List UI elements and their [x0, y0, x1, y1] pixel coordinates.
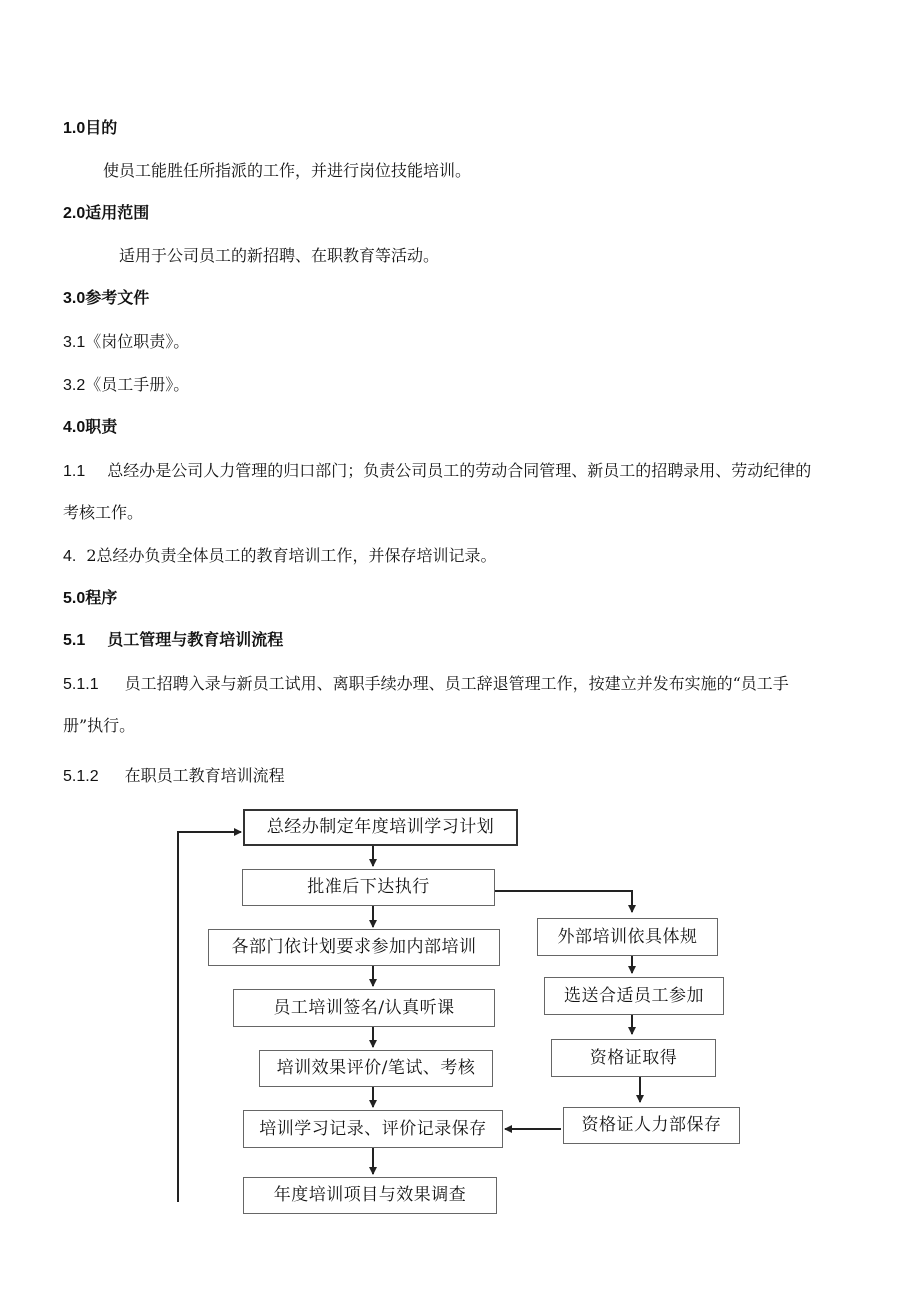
item-text: 2总经办负责全体员工的教育培训工作，并保存培训记录。 [86, 546, 497, 565]
item-text: 《员工手册》。 [85, 375, 190, 394]
flow-step-external-training: 外部培训依具体规 [537, 918, 718, 956]
section-title: 职责 [85, 419, 118, 436]
section-title: 参考文件 [85, 290, 150, 307]
section-title: 适用范围 [85, 205, 150, 222]
item-number: 4. [63, 548, 77, 565]
paragraph-5-1-1-cont: 册”执行。 [63, 716, 136, 735]
section-2-body: 适用于公司员工的新招聘、在职教育等活动。 [119, 246, 440, 265]
flow-step-internal-training: 各部门依计划要求参加内部培训 [208, 929, 500, 966]
item-number: 3.2 [63, 377, 86, 394]
flow-step-select-staff: 选送合适员工参加 [544, 977, 724, 1015]
section-1-body: 使员工能胜任所指派的工作，并进行岗位技能培训。 [103, 161, 472, 180]
flow-step-record-keeping: 培训学习记录、评价记录保存 [243, 1110, 503, 1148]
item-number: 3.1 [63, 334, 86, 351]
flow-step-certificate-storage: 资格证人力部保存 [563, 1107, 740, 1144]
section-number: 2.0 [63, 205, 86, 222]
responsibility-item-1-cont: 考核工作。 [63, 503, 144, 522]
item-text: 总经办是公司人力管理的归口部门；负责公司员工的劳动合同管理、新员工的招聘录用、劳动纪律的 [107, 461, 812, 480]
section-number: 5.1 [63, 632, 86, 649]
item-text: 在职员工教育培训流程 [124, 766, 285, 785]
section-number: 5.0 [63, 590, 86, 607]
flow-step-annual-plan: 总经办制定年度培训学习计划 [243, 809, 518, 846]
section-number: 4.0 [63, 419, 86, 436]
section-number: 3.0 [63, 290, 86, 307]
flow-step-evaluation: 培训效果评价/笔试、考核 [259, 1050, 493, 1087]
flow-step-certificate: 资格证取得 [551, 1039, 716, 1077]
section-title: 程序 [85, 590, 118, 607]
item-text: 《岗位职责》。 [85, 332, 190, 351]
item-number: 5.1.2 [63, 768, 99, 785]
section-number: 1.0 [63, 120, 86, 137]
item-number: 5.1.1 [63, 676, 99, 693]
flow-step-approve: 批准后下达执行 [242, 869, 495, 906]
section-title: 目的 [85, 120, 118, 137]
item-text: 员工招聘入录与新员工试用、离职手续办理、员工辞退管理工作，按建立并发布实施的“员工手 [124, 674, 789, 693]
item-number: 1.1 [63, 463, 86, 480]
arrow-branch-right [495, 891, 632, 912]
flow-step-annual-survey: 年度培训项目与效果调查 [243, 1177, 497, 1214]
flow-step-sign-in: 员工培训签名/认真听课 [233, 989, 495, 1027]
section-title: 员工管理与教育培训流程 [107, 632, 284, 649]
arrow-feedback-loop [178, 832, 241, 1202]
